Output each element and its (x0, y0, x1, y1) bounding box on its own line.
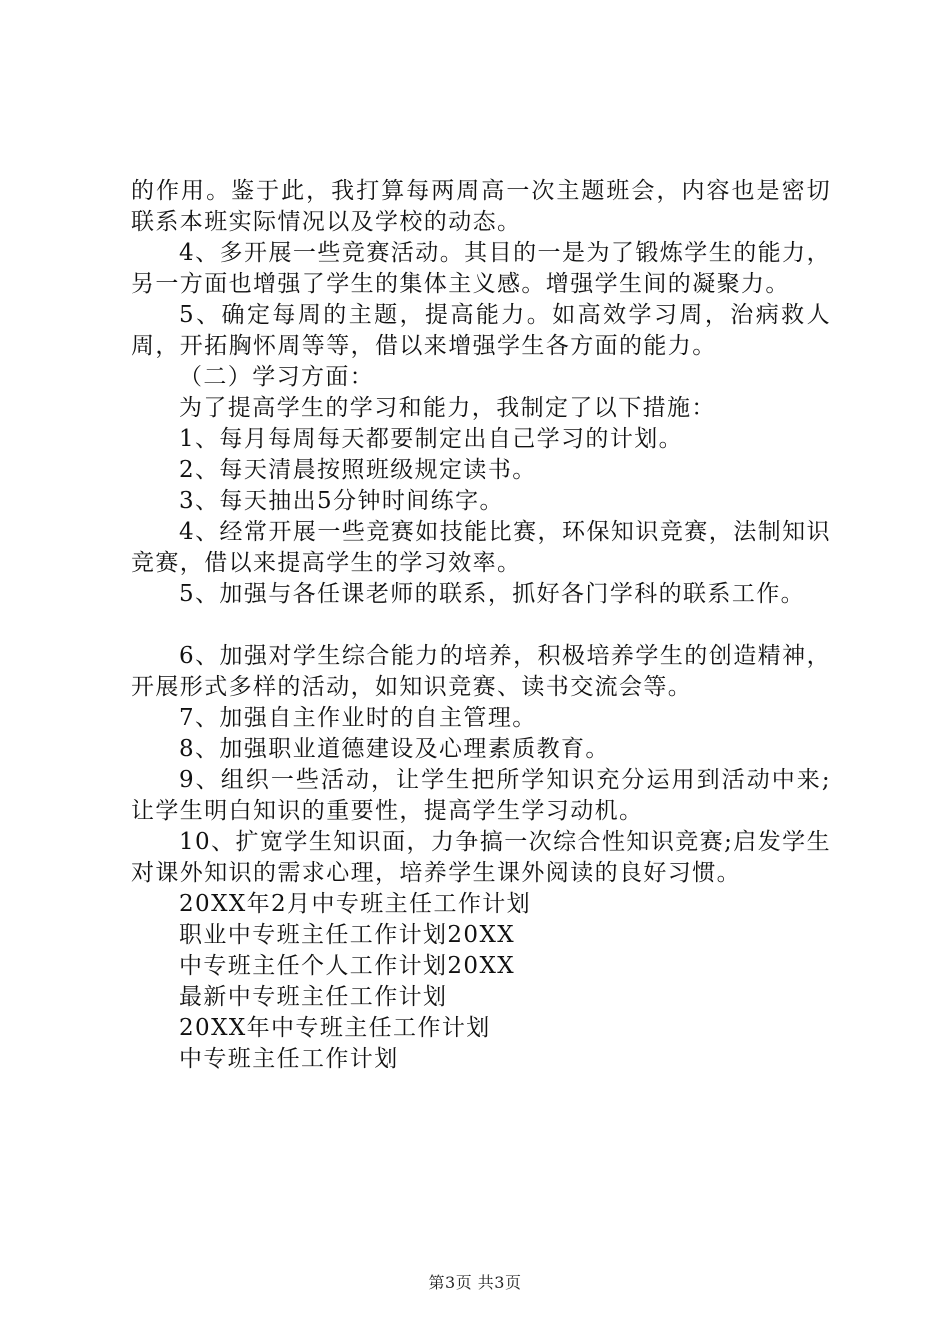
related-title-6: 中专班主任工作计划 (179, 1046, 399, 1072)
study-item-7: 7、加强自主作业时的自主管理。 (179, 705, 537, 731)
study-item-8: 8、加强职业道德建设及心理素质教育。 (179, 736, 610, 762)
study-item-2: 2、每天清晨按照班级规定读书。 (179, 457, 537, 483)
study-item-1: 1、每月每周每天都要制定出自己学习的计划。 (179, 426, 684, 452)
study-item-5: 5、加强与各任课老师的联系，抓好各门学科的联系工作。 (179, 581, 806, 607)
paragraph-measures-intro: 为了提高学生的学习和能力，我制定了以下措施： (179, 395, 716, 421)
related-title-5: 20XX年中专班主任工作计划 (179, 1015, 491, 1041)
page-number-footer: 第3页 共3页 (428, 1273, 522, 1292)
paragraph-item-5: 5、确定每周的主题，提高能力。如高效学习周，治病救人周，开拓胸怀周等等，借以来增强学生各方面的能力。 (131, 302, 831, 359)
related-title-4: 最新中专班主任工作计划 (179, 984, 448, 1010)
related-title-3: 中专班主任个人工作计划20XX (179, 953, 516, 979)
related-title-2: 职业中专班主任工作计划20XX (179, 922, 516, 948)
study-item-4: 4、经常开展一些竞赛如技能比赛，环保知识竞赛，法制知识竞赛，借以来提高学生的学习效率。 (131, 519, 831, 576)
paragraph-continuation: 的作用。鉴于此，我打算每两周高一次主题班会，内容也是密切联系本班实际情况以及学校的动态。 (131, 178, 831, 235)
study-item-6: 6、加强对学生综合能力的培养，积极培养学生的创造精神，开展形式多样的活动，如知识竞赛、读书交流会等。 (131, 643, 831, 700)
study-item-9: 9、组织一些活动，让学生把所学知识充分运用到活动中来;让学生明白知识的重要性，提高学生学习动机。 (131, 767, 831, 824)
blank-line (131, 610, 831, 641)
document-body (131, 176, 831, 1075)
study-item-10: 10、扩宽学生知识面，力争搞一次综合性知识竞赛;启发学生对课外知识的需求心理，培养学生课外阅读的良好习惯。 (131, 829, 831, 886)
related-title-1: 20XX年2月中专班主任工作计划 (179, 891, 532, 917)
study-item-3: 3、每天抽出5分钟时间练字。 (179, 488, 504, 514)
paragraph-item-4: 4、多开展一些竞赛活动。其目的一是为了锻炼学生的能力，另一方面也增强了学生的集体主义感。增强学生间的凝聚力。 (131, 240, 831, 297)
section-heading-study: （二）学习方面： (179, 364, 375, 390)
